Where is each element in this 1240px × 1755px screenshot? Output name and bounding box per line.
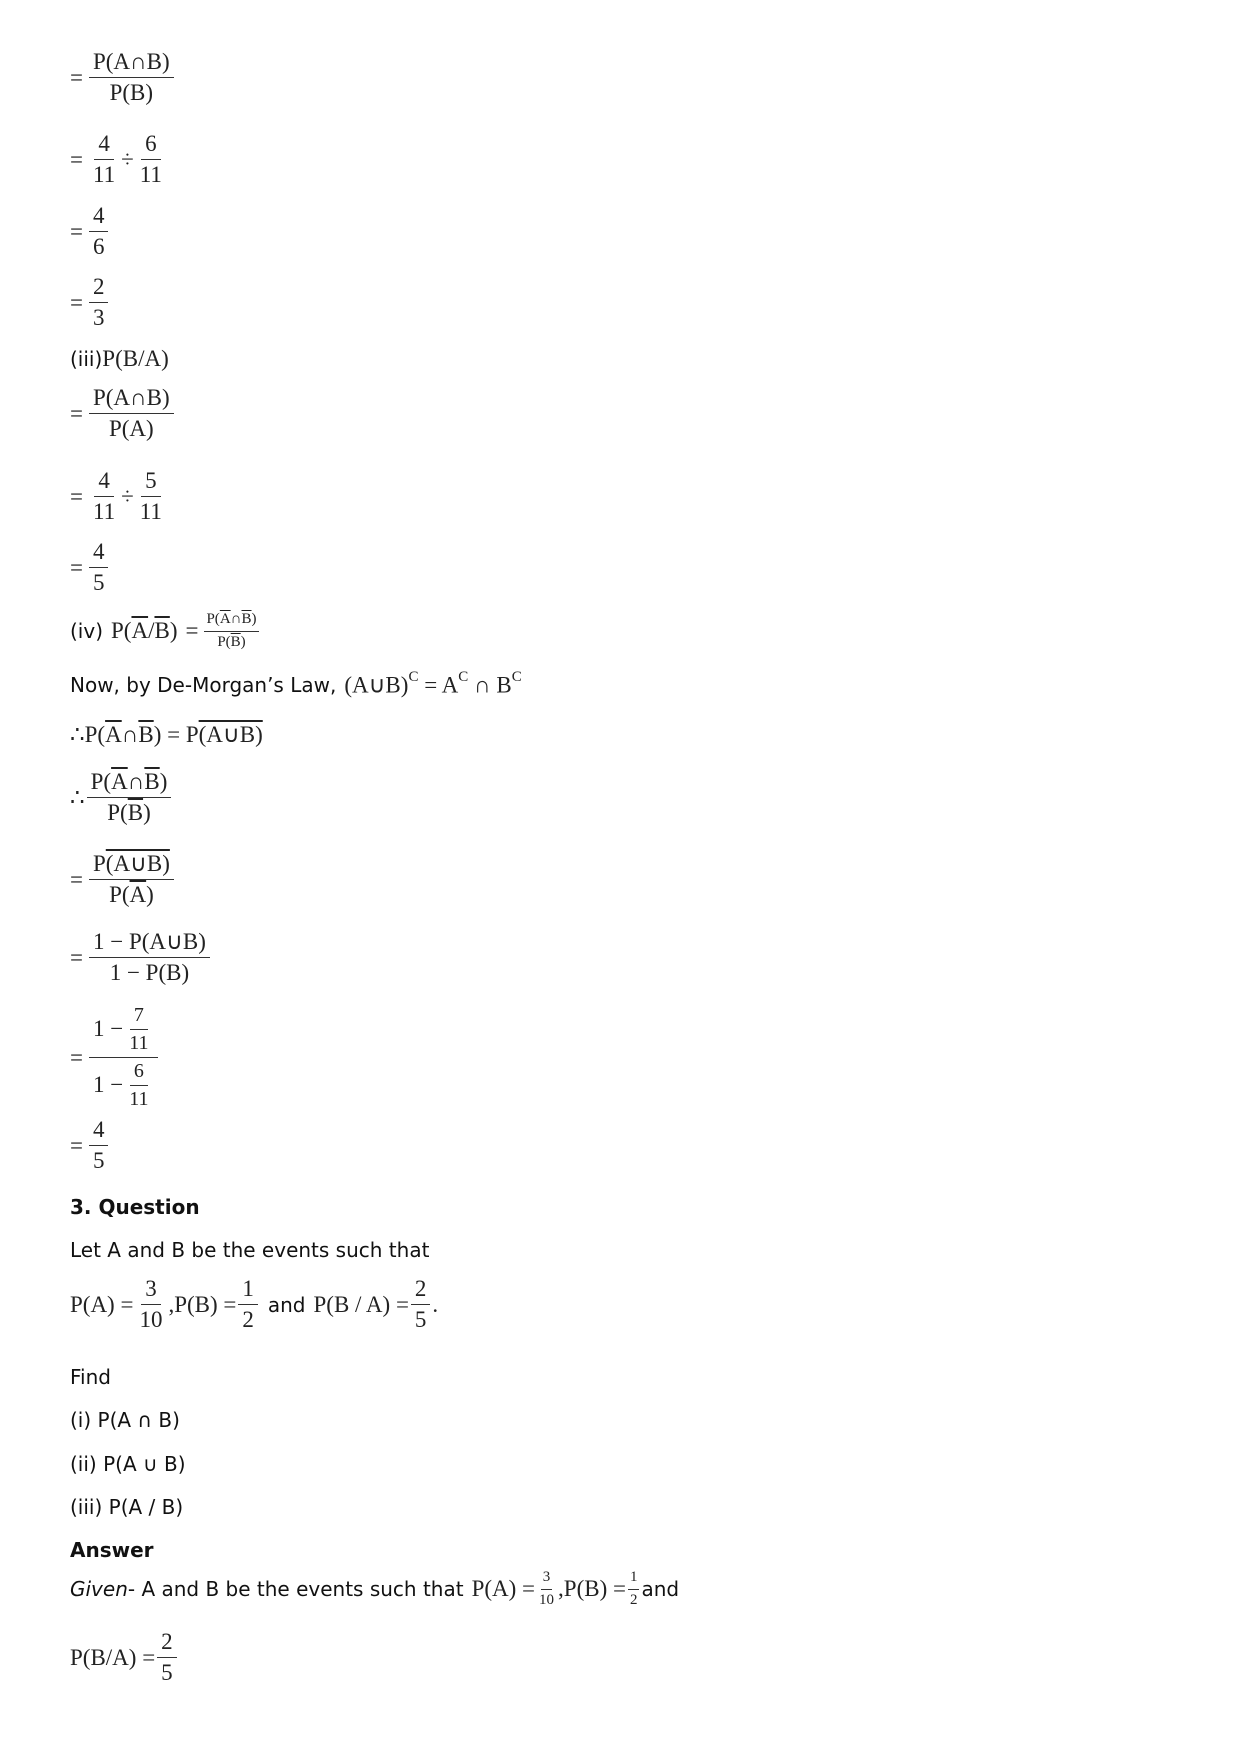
fraction — [204, 612, 258, 651]
find-item-2: (ii) P(A ∪ B) — [70, 1452, 186, 1476]
fraction: $\frac{2}{5}$ — [157, 1630, 177, 1685]
denominator: 5 — [92, 1148, 105, 1174]
equals-sign: = — [70, 1132, 83, 1158]
question-given-probabilities: P(A) = $\frac{3}{10}$ , P(B) = $\frac{1}{2}$ and P(B / A) = $\frac{2}{5}$ . — [70, 1276, 439, 1333]
numerator: P(A∩B) — [89, 386, 174, 414]
part-expression: $P(\overline{A}/\overline{B})$ — [111, 618, 178, 644]
divide-operator: ÷ — [121, 146, 134, 172]
part-iv-step-6 — [70, 1118, 110, 1173]
part-iii-step-3 — [70, 540, 110, 595]
numerator: $P(\overline{A}\cap\overline{B})$ — [204, 612, 258, 632]
denominator: P(A) — [108, 416, 154, 442]
part-iii-heading — [70, 346, 169, 372]
given-b-given-a: P(B/A) = $\frac{2}{5}$ — [70, 1630, 179, 1685]
numerator: 2 — [89, 275, 109, 303]
fraction — [87, 770, 172, 825]
fraction — [89, 50, 174, 105]
prob-b: P(B) = — [174, 1291, 237, 1317]
fraction — [136, 132, 166, 187]
equals-sign: = — [70, 866, 83, 892]
part-iv-step-5 — [70, 1005, 160, 1110]
therefore-symbol: ∴ — [70, 722, 85, 747]
demorgan-expression: (A∪B)$^C$ = $A^C$ ∩ $B^C$ — [344, 669, 522, 698]
equals-sign: = — [70, 944, 83, 970]
numerator: 4 — [89, 1118, 109, 1146]
step-fraction-3 — [70, 204, 110, 259]
denominator: 11 — [92, 499, 116, 525]
inner-fraction: $\frac{6}{11}$ — [129, 1060, 149, 1110]
part-label: (iii) — [70, 347, 103, 371]
fraction: $\frac{1}{2}$ — [629, 1569, 638, 1608]
numerator: 6 — [141, 132, 161, 160]
fraction — [136, 469, 166, 524]
fraction — [89, 204, 109, 259]
fraction — [89, 930, 210, 985]
inner-fraction: $\frac{7}{11}$ — [129, 1004, 149, 1054]
fraction — [89, 852, 174, 907]
fraction — [89, 386, 174, 441]
denominator: 1 − $\frac{6}{11}$ — [89, 1058, 159, 1110]
equals-sign: = — [70, 400, 83, 426]
fraction — [89, 469, 119, 524]
numerator: $P(\overline{A}\cap\overline{B})$ — [87, 770, 172, 798]
numerator: 4 — [94, 469, 114, 497]
fraction — [89, 540, 109, 595]
denominator: 6 — [92, 234, 105, 260]
find-text: Find — [70, 1365, 111, 1389]
numerator: P(A∩B) — [89, 50, 174, 78]
compound-fraction — [89, 1005, 159, 1110]
therefore-line-2 — [70, 770, 173, 825]
given-line: Given - A and B be the events such that P(A) = $\frac{3}{10}$ , P(B) = $\frac{1}{2}$ and — [70, 1569, 680, 1608]
fraction — [89, 275, 109, 330]
equals-sign: = — [185, 618, 199, 644]
numerator: 4 — [89, 540, 109, 568]
given-word: Given — [70, 1577, 128, 1602]
prob-a: P(A) = — [70, 1291, 134, 1317]
fraction — [89, 1118, 109, 1173]
find-item-1: (i) P(A ∩ B) — [70, 1408, 180, 1432]
denominator: P(B) — [109, 80, 154, 106]
denominator: 11 — [139, 162, 162, 188]
demorgan-text: Now, by De-Morgan’s Law, — [70, 673, 337, 698]
denominator: 1 − P(B) — [109, 960, 190, 986]
equals-sign: = — [70, 554, 83, 580]
equals-sign: = — [70, 218, 83, 244]
numerator: P(A∪B) — [89, 852, 174, 880]
part-label: (iv) — [70, 619, 103, 644]
fraction — [89, 132, 119, 187]
denominator: 5 — [92, 570, 105, 596]
demorgan-line — [70, 669, 522, 699]
numerator: 4 — [94, 132, 114, 160]
fraction: $\frac{2}{5}$ — [411, 1277, 431, 1332]
part-iv-step-4 — [70, 930, 212, 985]
numerator: 1 − $\frac{7}{11}$ — [89, 1005, 159, 1058]
numerator: 4 — [89, 204, 109, 232]
fraction: $\frac{3}{10}$ — [139, 1276, 163, 1333]
step-fraction-2 — [70, 132, 168, 187]
expression: $P(\overline{A}\cap\overline{B})$ = P(A∪B) — [84, 722, 263, 747]
numerator: 5 — [141, 469, 161, 497]
step-fraction-4 — [70, 275, 110, 330]
equals-sign: = — [70, 483, 83, 509]
therefore-line-1 — [70, 722, 263, 748]
part-iv-heading — [70, 612, 261, 651]
denominator: $P(\overline{B})$ — [217, 633, 246, 650]
part-iii-step-1 — [70, 386, 176, 441]
step-fraction-1 — [70, 50, 176, 105]
denominator: 3 — [92, 305, 105, 331]
denominator: 11 — [92, 162, 116, 188]
fraction: $\frac{1}{2}$ — [238, 1277, 258, 1332]
part-iii-step-2 — [70, 469, 168, 524]
answer-heading: Answer — [70, 1538, 154, 1562]
equals-sign: = — [70, 64, 83, 90]
therefore-symbol: ∴ — [70, 784, 85, 810]
denominator: $P(\overline{A})$ — [109, 882, 154, 908]
part-expression: P(B/A) — [102, 346, 169, 371]
find-item-3: (iii) P(A / B) — [70, 1495, 184, 1519]
and-text: and — [267, 1292, 306, 1317]
denominator: $P(\overline{B})$ — [107, 800, 151, 826]
part-iv-step-3 — [70, 852, 176, 907]
equals-sign: = — [70, 1044, 83, 1070]
equals-sign: = — [70, 146, 83, 172]
denominator: 11 — [139, 499, 162, 525]
fraction: $\frac{3}{10}$ — [539, 1569, 555, 1608]
equals-sign: = — [70, 289, 83, 315]
divide-operator: ÷ — [121, 483, 134, 509]
prob-b-given-a: P(B / A) = — [313, 1291, 409, 1317]
numerator: 1 − P(A∪B) — [89, 930, 210, 958]
given-text: - A and B be the events such that — [127, 1577, 464, 1602]
question-heading: 3. Question — [70, 1195, 200, 1219]
question-intro: Let A and B be the events such that — [70, 1238, 430, 1262]
